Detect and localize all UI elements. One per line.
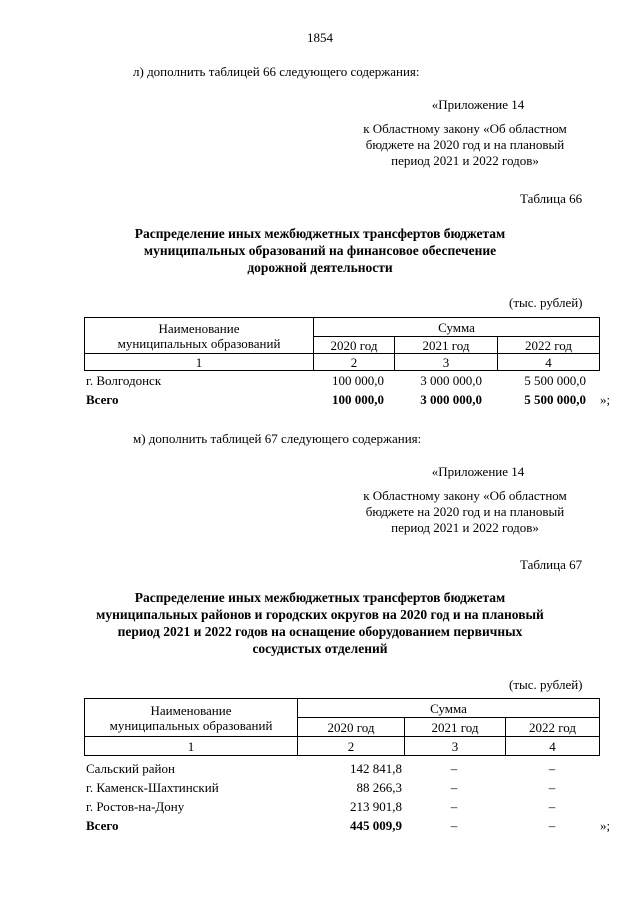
table-67-label: Таблица 67	[520, 557, 583, 572]
col-num-3: 3	[395, 354, 498, 371]
row-value: –	[450, 761, 458, 776]
annex-header-1	[330, 97, 600, 169]
header-name-line: муниципальных образований	[109, 717, 273, 733]
col-num-4: 4	[506, 737, 600, 756]
col-num-3: 3	[405, 737, 506, 756]
header-year-2021: 2021 год	[395, 337, 498, 354]
units-label: (тыс. рублей)	[509, 295, 583, 310]
total-value: 100 000,0	[332, 392, 384, 407]
annex-line-2: бюджете на 2020 год и на плановый	[365, 137, 565, 152]
header-sum: Сумма	[314, 318, 600, 337]
row-value: –	[548, 799, 556, 814]
col-num-2: 2	[314, 354, 395, 371]
header-name	[85, 318, 314, 354]
row-value: 213 901,8	[350, 799, 402, 814]
row-name: г. Ростов-на-Дону	[86, 799, 185, 814]
closing-quote: »;	[600, 392, 611, 407]
header-name-line: Наименование	[150, 702, 232, 718]
annex-line-1: к Областному закону «Об областном	[363, 121, 567, 136]
header-name-line: муниципальных образований	[117, 335, 281, 351]
annex-line-3: период 2021 и 2022 годов»	[391, 153, 539, 168]
row-value: –	[450, 780, 458, 795]
col-num-4: 4	[498, 354, 600, 371]
header-name-line: Наименование	[158, 320, 240, 336]
header-year-2020: 2020 год	[298, 718, 405, 737]
col-num-1: 1	[85, 737, 298, 756]
header-year-2020: 2020 год	[314, 337, 395, 354]
row-value: 3 000 000,0	[420, 373, 482, 388]
annex-header-2	[330, 464, 600, 536]
table-67-title	[60, 589, 580, 657]
row-value: –	[450, 799, 458, 814]
title-line: муниципальных районов и городских округов на 2020 год и на плановый	[96, 607, 544, 622]
title-line: дорожной деятельности	[247, 260, 393, 275]
annex-line-1: к Областному закону «Об областном	[363, 488, 567, 503]
header-name	[85, 699, 298, 737]
table-66-header	[84, 317, 600, 371]
header-year-2022: 2022 год	[498, 337, 600, 354]
page-number: 1854	[307, 30, 333, 45]
row-name: Сальский район	[86, 761, 175, 776]
annex-title: «Приложение 14	[431, 97, 525, 112]
annex-line-2: бюджете на 2020 год и на плановый	[365, 504, 565, 519]
header-year-2021: 2021 год	[405, 718, 506, 737]
item-m-text: м) дополнить таблицей 67 следующего содержания:	[133, 431, 422, 446]
total-value: 5 500 000,0	[524, 392, 586, 407]
col-num-1: 1	[85, 354, 314, 371]
title-line: муниципальных образований на финансовое обеспечение	[143, 243, 497, 258]
title-line: период 2021 и 2022 годов на оснащение оборудованием первичных	[117, 624, 523, 639]
table-66-label: Таблица 66	[520, 191, 583, 206]
header-year-2022: 2022 год	[506, 718, 600, 737]
row-value: 100 000,0	[332, 373, 384, 388]
row-name: г. Волгодонск	[86, 373, 162, 388]
table-66-title	[60, 225, 580, 276]
total-value: 445 009,9	[350, 818, 402, 833]
row-value: 142 841,8	[350, 761, 402, 776]
total-name: Всего	[86, 818, 119, 833]
row-value: 88 266,3	[356, 780, 402, 795]
table-67-header	[84, 698, 600, 756]
col-num-2: 2	[298, 737, 405, 756]
annex-line-3: период 2021 и 2022 годов»	[391, 520, 539, 535]
total-value: –	[548, 818, 556, 833]
annex-title: «Приложение 14	[431, 464, 525, 479]
total-name: Всего	[86, 392, 119, 407]
row-value: 5 500 000,0	[524, 373, 586, 388]
row-name: г. Каменск-Шахтинский	[86, 780, 219, 795]
title-line: Распределение иных межбюджетных трансфертов бюджетам	[134, 590, 506, 605]
title-line: сосудистых отделений	[252, 641, 388, 656]
title-line: Распределение иных межбюджетных трансфертов бюджетам	[134, 226, 506, 241]
units-label: (тыс. рублей)	[509, 677, 583, 692]
row-value: –	[548, 761, 556, 776]
item-l-text: л) дополнить таблицей 66 следующего содержания:	[133, 64, 420, 79]
total-value: –	[450, 818, 458, 833]
row-value: –	[548, 780, 556, 795]
closing-quote: »;	[600, 818, 611, 833]
total-value: 3 000 000,0	[420, 392, 482, 407]
header-sum: Сумма	[298, 699, 600, 718]
